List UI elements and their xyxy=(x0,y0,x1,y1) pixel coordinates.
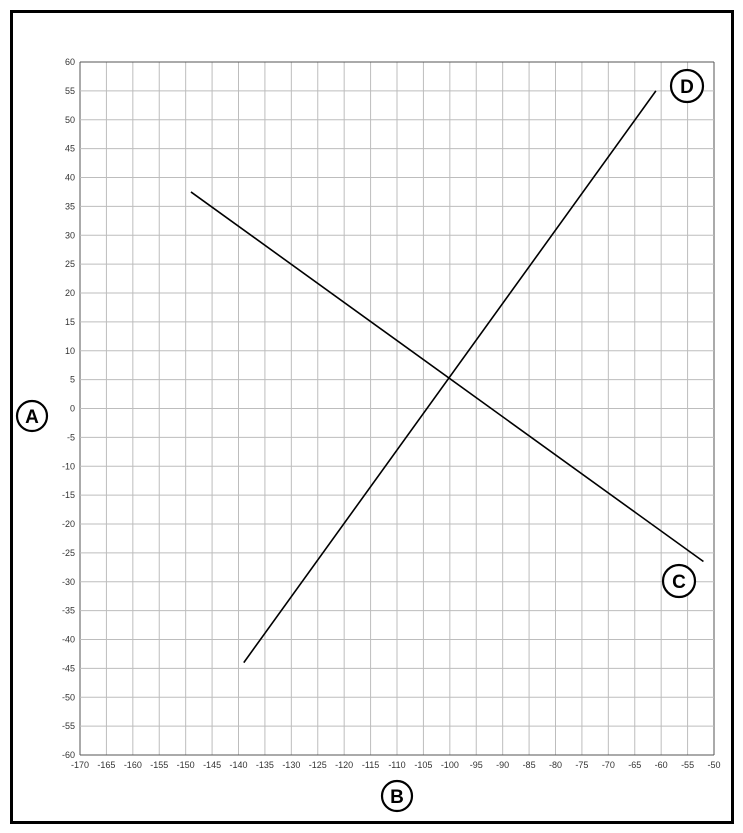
y-tick-label: 60 xyxy=(64,57,75,67)
y-tick-label: -50 xyxy=(61,692,75,703)
line-c-callout xyxy=(663,565,695,597)
x-tick-label: -120 xyxy=(335,760,354,770)
y-tick-label: -25 xyxy=(61,547,75,558)
y-tick-label: 5 xyxy=(69,374,75,385)
y-tick-label: -5 xyxy=(66,432,75,443)
x-tick-label: -130 xyxy=(282,760,301,770)
y-tick-label: 50 xyxy=(64,114,75,125)
x-tick-label: -145 xyxy=(203,760,222,770)
y-tick-label: -55 xyxy=(61,721,75,732)
y-tick-label: -10 xyxy=(61,461,75,472)
x-tick-label: -85 xyxy=(522,760,536,770)
y-tick-label: 35 xyxy=(64,201,75,212)
x-tick-labels xyxy=(71,760,721,770)
x-tick-label: -75 xyxy=(575,760,589,770)
x-tick-label: -90 xyxy=(496,760,510,770)
line-d-callout-label: D xyxy=(680,77,694,98)
y-tick-label: -35 xyxy=(61,605,75,616)
x-tick-label: -60 xyxy=(654,760,668,770)
x-tick-label: -95 xyxy=(469,760,483,770)
x-axis-callout-label: B xyxy=(390,787,404,808)
x-tick-label: -100 xyxy=(440,760,459,770)
y-tick-label: -60 xyxy=(61,750,75,760)
y-tick-label: 25 xyxy=(64,259,75,270)
x-tick-label: -150 xyxy=(176,760,195,770)
y-tick-label: 15 xyxy=(64,316,75,327)
y-tick-labels xyxy=(62,57,75,760)
x-tick-label: -140 xyxy=(229,760,248,770)
x-tick-label: -160 xyxy=(123,760,142,770)
y-tick-label: 40 xyxy=(64,172,75,183)
y-tick-label: -30 xyxy=(61,576,75,587)
y-tick-label: 30 xyxy=(64,230,75,241)
series-lines xyxy=(191,91,703,663)
x-tick-label: -70 xyxy=(601,760,615,770)
x-tick-label: -50 xyxy=(707,760,721,770)
x-tick-label: -80 xyxy=(548,760,563,770)
x-tick-label: -125 xyxy=(308,760,327,770)
x-tick-label: -65 xyxy=(628,760,642,770)
line-d-callout xyxy=(671,70,703,102)
x-axis-callout xyxy=(382,781,412,811)
y-tick-label: 20 xyxy=(64,288,75,298)
x-tick-label: -110 xyxy=(388,760,406,770)
y-axis-callout-label: A xyxy=(25,407,39,428)
line-c-callout-label: C xyxy=(672,572,686,593)
x-tick-label: -155 xyxy=(150,760,169,770)
y-tick-label: 55 xyxy=(64,85,75,96)
x-tick-label: -165 xyxy=(97,760,116,770)
x-tick-label: -135 xyxy=(255,760,274,770)
x-tick-label: -115 xyxy=(361,760,380,770)
y-tick-label: 0 xyxy=(69,403,75,414)
y-tick-label: -20 xyxy=(61,519,75,529)
y-tick-label: -40 xyxy=(61,634,75,645)
grid xyxy=(80,62,714,755)
series-line-c xyxy=(191,192,703,562)
y-tick-label: -15 xyxy=(61,490,75,501)
y-tick-label: -45 xyxy=(61,663,75,674)
y-axis-callout xyxy=(17,401,47,431)
x-tick-label: -170 xyxy=(70,760,90,770)
y-tick-label: 45 xyxy=(64,143,75,154)
x-tick-label: -105 xyxy=(414,760,433,770)
y-tick-label: 10 xyxy=(64,345,75,356)
x-tick-label: -55 xyxy=(681,760,695,770)
